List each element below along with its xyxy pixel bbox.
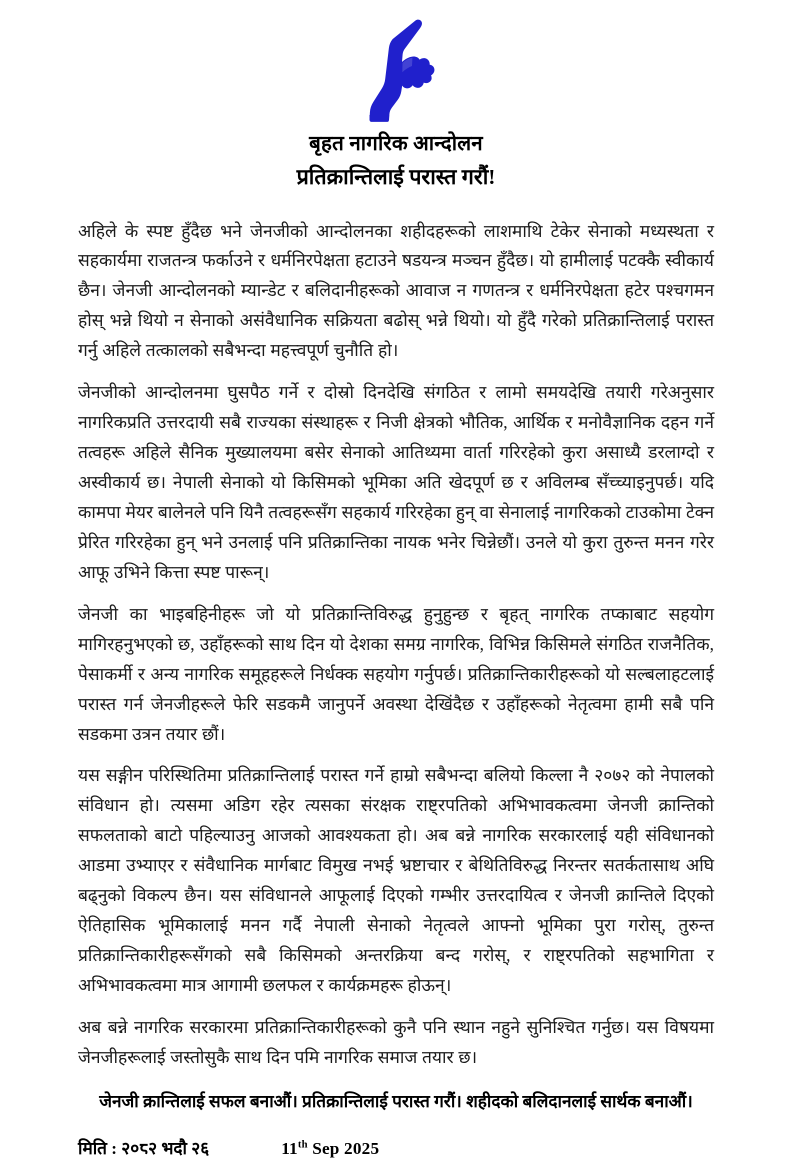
date-english-month-year: Sep 2025 — [312, 1138, 380, 1158]
date-nepali: मिति : २०८२ भदौ २६ — [78, 1138, 210, 1158]
closing-slogan: जेनजी क्रान्तिलाई सफल बनाऔं। प्रतिक्रान्तिलाई परास्त गरौं। शहीदको बलिदानलाई सार्थक बनाऔं। — [99, 1091, 693, 1111]
paragraph: अहिले के स्पष्ट हुँदैछ भने जेनजीको आन्दोलनका शहीदहरूको लाशमाथि टेकेर सेनाको मध्यस्थता र सहकार्यमा राजतन्त्र फर्काउने र धर्मनिरपेक्षता हटाउने षडयन्त्र मञ्चन हुँदैछ। यो हामीलाई पटक्कै स्वीकार्य छैन। जेनजी आन्दोलनको म्यान्डेट र बलिदानीहरूको आवाज न गणतन्त्र र धर्मनिरपेक्षता हटेर पश्चगमन होस् भन्ने थियो न सेनाको असंवैधानिक सक्रियता बढोस् भन्ने थियो। यो हुँदै गरेको प्रतिक्रान्तिलाई परास्त गर्नु अहिले तत्कालको सबैभन्दा महत्त्वपूर्ण चुनौति हो। — [78, 220, 714, 361]
document-footer — [78, 1137, 714, 1160]
header-slogan: प्रतिक्रान्तिलाई परास्त गरौं! — [296, 164, 496, 189]
date-english-day: 11 — [281, 1138, 298, 1158]
raised-pointing-finger-hand-icon — [355, 18, 437, 122]
paragraph: जेनजीको आन्दोलनमा घुसपैठ गर्ने र दोस्रो दिनदेखि संगठित र लामो समयदेखि तयारी गरेअनुसार नागरिकप्रति उत्तरदायी सबै राज्यका संस्थाहरू र निजी क्षेत्रको भौतिक, आर्थिक र मनोवैज्ञानिक दहन गर्ने तत्वहरू अहिले सैनिक मुख्यालयमा बसेर सेनाको आतिथ्यमा वार्ता गरिरहेको कुरा असाध्यै डरलाग्दो र अस्वीकार्य छ। नेपाली सेनाको यो किसिमको भूमिका अति खेदपूर्ण छ र अविलम्ब सँच्च्याइनुपर्छ। यदि कामपा मेयर बालेनले पनि यिनै तत्वहरूसँग सहकार्य गरिरहेका हुन् वा सेनालाई नागरिकको टाउकोमा टेक्न प्रेरित गरिरहेका हुन् भने उनलाई पनि प्रतिक्रान्तिका नायक भनेर चिन्नेछौं। उनले यो कुरा तुरुन्त मनन गरेर आफू उभिने कित्ता स्पष्ट पारून्। — [78, 382, 714, 582]
logo-container — [78, 18, 714, 122]
document-header — [78, 0, 714, 191]
page-title: बृहत नागरिक आन्दोलन — [309, 133, 483, 155]
date-ordinal-suffix: th — [297, 1138, 308, 1150]
paragraph: यस सङ्गीन परिस्थितिमा प्रतिक्रान्तिलाई परास्त गर्ने हाम्रो सबैभन्दा बलियो किल्ला नै २०७२ को नेपालको संविधान हो। त्यसमा अडिग रहेर त्यसका संरक्षक राष्ट्रपतिको अभिभावकत्वमा जेनजी क्रान्तिको सफलताको बाटो पहिल्याउनु आजको आवश्यकता हो। अब बन्ने नागरिक सरकारलाई यही संविधानको आडमा उभ्याएर र संवैधानिक मार्गबाट विमुख नभई भ्रष्टाचार र बेथितिविरुद्ध निरन्तर सतर्कतासाथ अघि बढ्नुको विकल्प छैन। यस संविधानले आफूलाई दिएको गम्भीर उत्तरदायित्व र जेनजी क्रान्तिले दिएको ऐतिहासिक भूमिकालाई मनन गर्दै नेपाली सेनाको नेतृत्वले आफ्नो भूमिका पुरा गरोस्, तुरुन्त प्रतिक्रान्तिकारीहरूसँगको सबै किसिमको अन्तरक्रिया बन्द गरोस्, र राष्ट्रपतिको सहभागिता र अभिभावकत्वमा मात्र आगामी छलफल र कार्यक्रमहरू होऊन्। — [78, 765, 714, 995]
document-body — [78, 217, 714, 1115]
paragraph: जेनजी का भाइबहिनीहरू जो यो प्रतिक्रान्तिविरुद्ध हुनुहुन्छ र बृहत् नागरिक तप्काबाट सहयोग मागिरहनुभएको छ, उहाँहरूको साथ दिन यो देशका समग्र नागरिक, विभिन्न किसिमले संगठित राजनैतिक, पेसाकर्मी र अन्य नागरिक समूहहरूले निर्धक्क सहयोग गर्नुपर्छ। प्रतिक्रान्तिकारीहरूको यो सल्बलाहटलाई परास्त गर्न जेनजीहरूले फेरि सडकमै जानुपर्ने अवस्था देखिंदैछ र उहाँहरूको नेतृत्वमा हामी सबै पनि सडकमा उत्रन तयार छौं। — [78, 603, 714, 744]
date-english — [281, 1139, 379, 1159]
paragraph: अब बन्ने नागरिक सरकारमा प्रतिक्रान्तिकारीहरूको कुनै पनि स्थान नहुने सुनिश्चित गर्नुछ। यस विषयमा जेनजीहरूलाई जस्तोसुकै साथ दिन पमि नागरिक समाज तयार छ। — [78, 1016, 714, 1067]
